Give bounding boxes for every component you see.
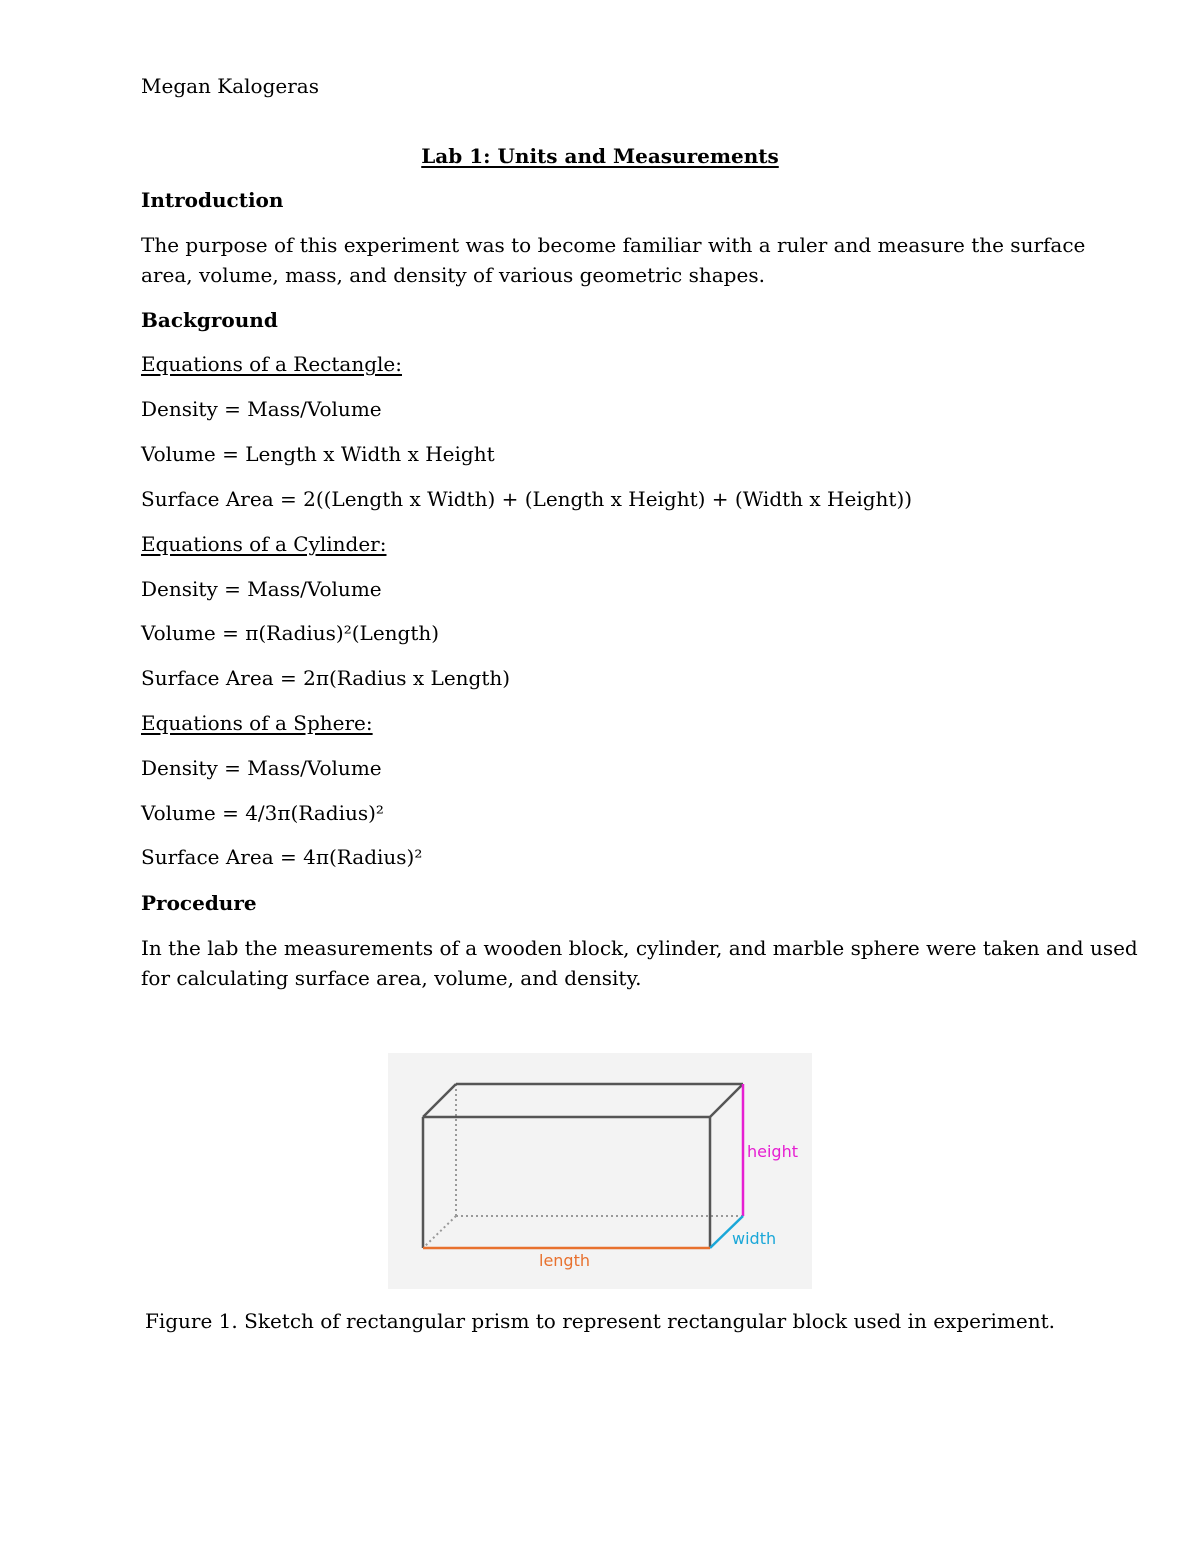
sphere-equations-heading: Equations of a Sphere: <box>141 711 373 735</box>
cylinder-volume-equation: Volume = π(Radius)²(Length) <box>141 621 440 645</box>
cylinder-surface-area-equation: Surface Area = 2π(Radius x Length) <box>141 666 511 690</box>
top-right-depth-edge <box>710 1084 743 1117</box>
rectangular-prism-sketch <box>388 1053 812 1289</box>
figure-caption: Figure 1. Sketch of rectangular prism to represent rectangular block used in experiment. <box>144 1309 1056 1333</box>
sphere-density-equation: Density = Mass/Volume <box>141 756 382 780</box>
rectangle-density-equation: Density = Mass/Volume <box>141 397 382 421</box>
cylinder-density-equation: Density = Mass/Volume <box>141 577 382 601</box>
sphere-volume-equation: Volume = 4/3π(Radius)² <box>141 801 384 825</box>
rectangle-equations-heading: Equations of a Rectangle: <box>141 352 402 376</box>
cylinder-equations-heading: Equations of a Cylinder: <box>141 532 387 556</box>
top-left-depth-edge <box>423 1084 456 1117</box>
rectangular-prism-figure <box>388 1053 812 1289</box>
hidden-edge-depth <box>423 1216 456 1248</box>
page-title: Lab 1: Units and Measurements <box>421 144 779 168</box>
rectangle-volume-equation: Volume = Length x Width x Height <box>141 442 495 466</box>
sphere-surface-area-equation: Surface Area = 4π(Radius)² <box>141 845 423 869</box>
rectangle-surface-area-equation: Surface Area = 2((Length x Width) + (Length x Height) + (Width x Height)) <box>141 487 913 511</box>
author-name: Megan Kalogeras <box>141 74 319 98</box>
length-label: length <box>539 1251 590 1270</box>
procedure-text-line-2: for calculating surface area, volume, and density. <box>141 966 642 990</box>
procedure-text-line-1: In the lab the measurements of a wooden block, cylinder, and marble sphere were taken and used <box>141 936 1138 960</box>
width-label: width <box>732 1229 777 1248</box>
introduction-text-line-2: area, volume, mass, and density of various geometric shapes. <box>141 263 765 287</box>
introduction-heading: Introduction <box>141 188 284 212</box>
height-label: height <box>747 1142 798 1161</box>
procedure-heading: Procedure <box>141 891 257 915</box>
background-heading: Background <box>141 308 278 332</box>
introduction-text-line-1: The purpose of this experiment was to become familiar with a ruler and measure the surface <box>141 233 1086 257</box>
